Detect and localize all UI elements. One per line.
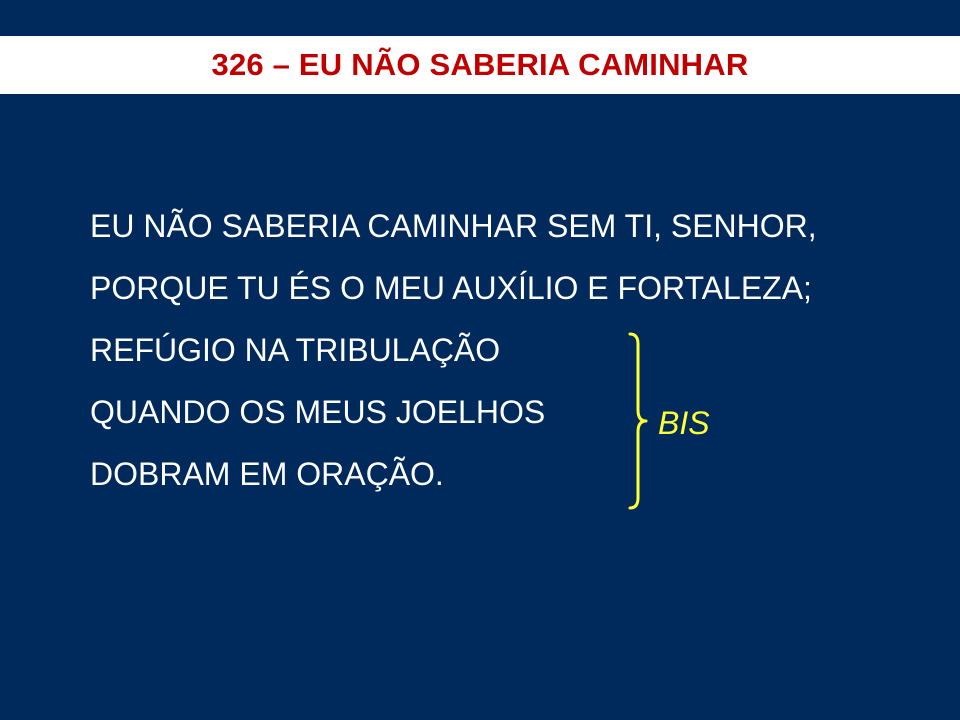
lyric-line: DOBRAM EM ORAÇÃO. <box>90 456 444 492</box>
lyrics-block <box>90 210 817 520</box>
lyric-line: EU NÃO SABERIA CAMINHAR SEM TI, SENHOR, <box>90 208 817 244</box>
lyric-line: PORQUE TU ÉS O MEU AUXÍLIO E FORTALEZA; <box>90 270 812 306</box>
right-curly-brace-icon <box>628 332 648 510</box>
title-bar <box>0 36 960 94</box>
repeat-label: BIS <box>658 405 710 441</box>
slide-title: 326 – EU NÃO SABERIA CAMINHAR <box>211 47 749 82</box>
lyric-line: QUANDO OS MEUS JOELHOS <box>90 394 546 430</box>
lyric-line: REFÚGIO NA TRIBULAÇÃO <box>90 332 501 368</box>
